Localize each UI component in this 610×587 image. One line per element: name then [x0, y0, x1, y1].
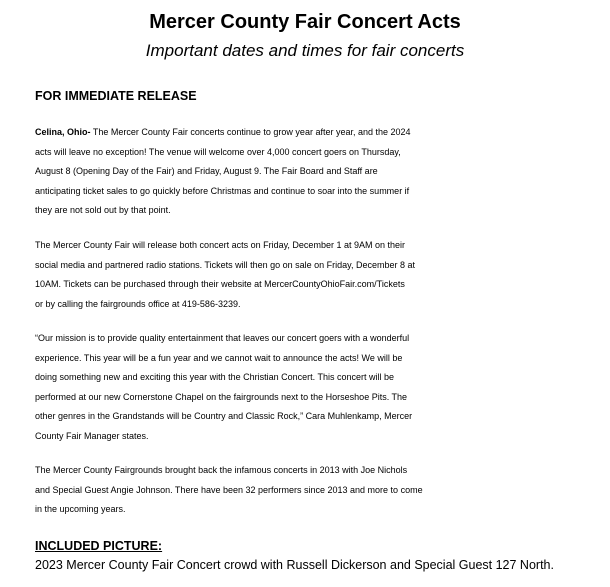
picture-caption: 2023 Mercer County Fair Concert crowd with Russell Dickerson and Special Guest 127 North.: [35, 558, 554, 572]
paragraph-line: anticipating ticket sales to go quickly before Christmas and continue to soar into the summer if: [35, 185, 410, 196]
paragraph-line: The Mercer County Fair will release both concert acts on Friday, December 1 at 9AM on their: [35, 240, 405, 250]
paragraph-line: acts will leave no exception! The venue will welcome over 4,000 concert goers on Thursday,: [35, 146, 401, 157]
paragraph-line: social media and partnered radio stations. Tickets will then go on sale on Friday, December 8 at: [35, 259, 416, 270]
paragraph-line: other genres in the Grandstands will be Country and Classic Rock,” Cara Muhlenkamp, Mercer: [35, 411, 413, 421]
document-title: Mercer County Fair Concert Acts: [149, 11, 461, 33]
paragraph-line: or by calling the fairgrounds office at 419-586-3239.: [35, 298, 241, 309]
included-picture-heading: INCLUDED PICTURE:: [35, 539, 163, 553]
paragraph-line: they are not sold out by that point.: [35, 205, 171, 215]
paragraph-line: August 8 (Opening Day of the Fair) and Friday, August 9. The Fair Board and Staff are: [35, 166, 378, 176]
paragraph-line-text: The Mercer County Fair concerts continue to grow year after year, and the 2024: [90, 127, 411, 137]
paragraph-line: in the upcoming years.: [35, 504, 126, 514]
paragraph-tickets: [35, 236, 607, 314]
paragraph-line: County Fair Manager states.: [35, 430, 149, 441]
dateline: Celina, Ohio-: [35, 127, 91, 137]
paragraph-intro: [35, 123, 607, 221]
paragraph-line: performed at our new Cornerstone Chapel on the fairgrounds next to the Horseshoe Pits. The: [35, 391, 408, 402]
paragraph-quote: [35, 329, 607, 446]
paragraph-line: and Special Guest Angie Johnson. There have been 32 performers since 2013 and more to come: [35, 484, 423, 495]
paragraph-line: [35, 123, 607, 143]
paragraph-history: [35, 461, 607, 520]
paragraph-line: doing something new and exciting this year with the Christian Concert. This concert will be: [35, 372, 395, 382]
paragraph-line: “Our mission is to provide quality entertainment that leaves our concert goers with a wonderful: [35, 333, 410, 343]
release-label: FOR IMMEDIATE RELEASE: [35, 89, 197, 103]
paragraph-line: experience. This year will be a fun year and we cannot wait to announce the acts! We will be: [35, 352, 403, 363]
paragraph-line: The Mercer County Fairgrounds brought back the infamous concerts in 2013 with Joe Nichols: [35, 465, 408, 475]
paragraph-line: 10AM. Tickets can be purchased through their website at MercerCountyOhioFair.com/Tickets: [35, 279, 405, 289]
document-subtitle: Important dates and times for fair concerts: [145, 41, 465, 60]
